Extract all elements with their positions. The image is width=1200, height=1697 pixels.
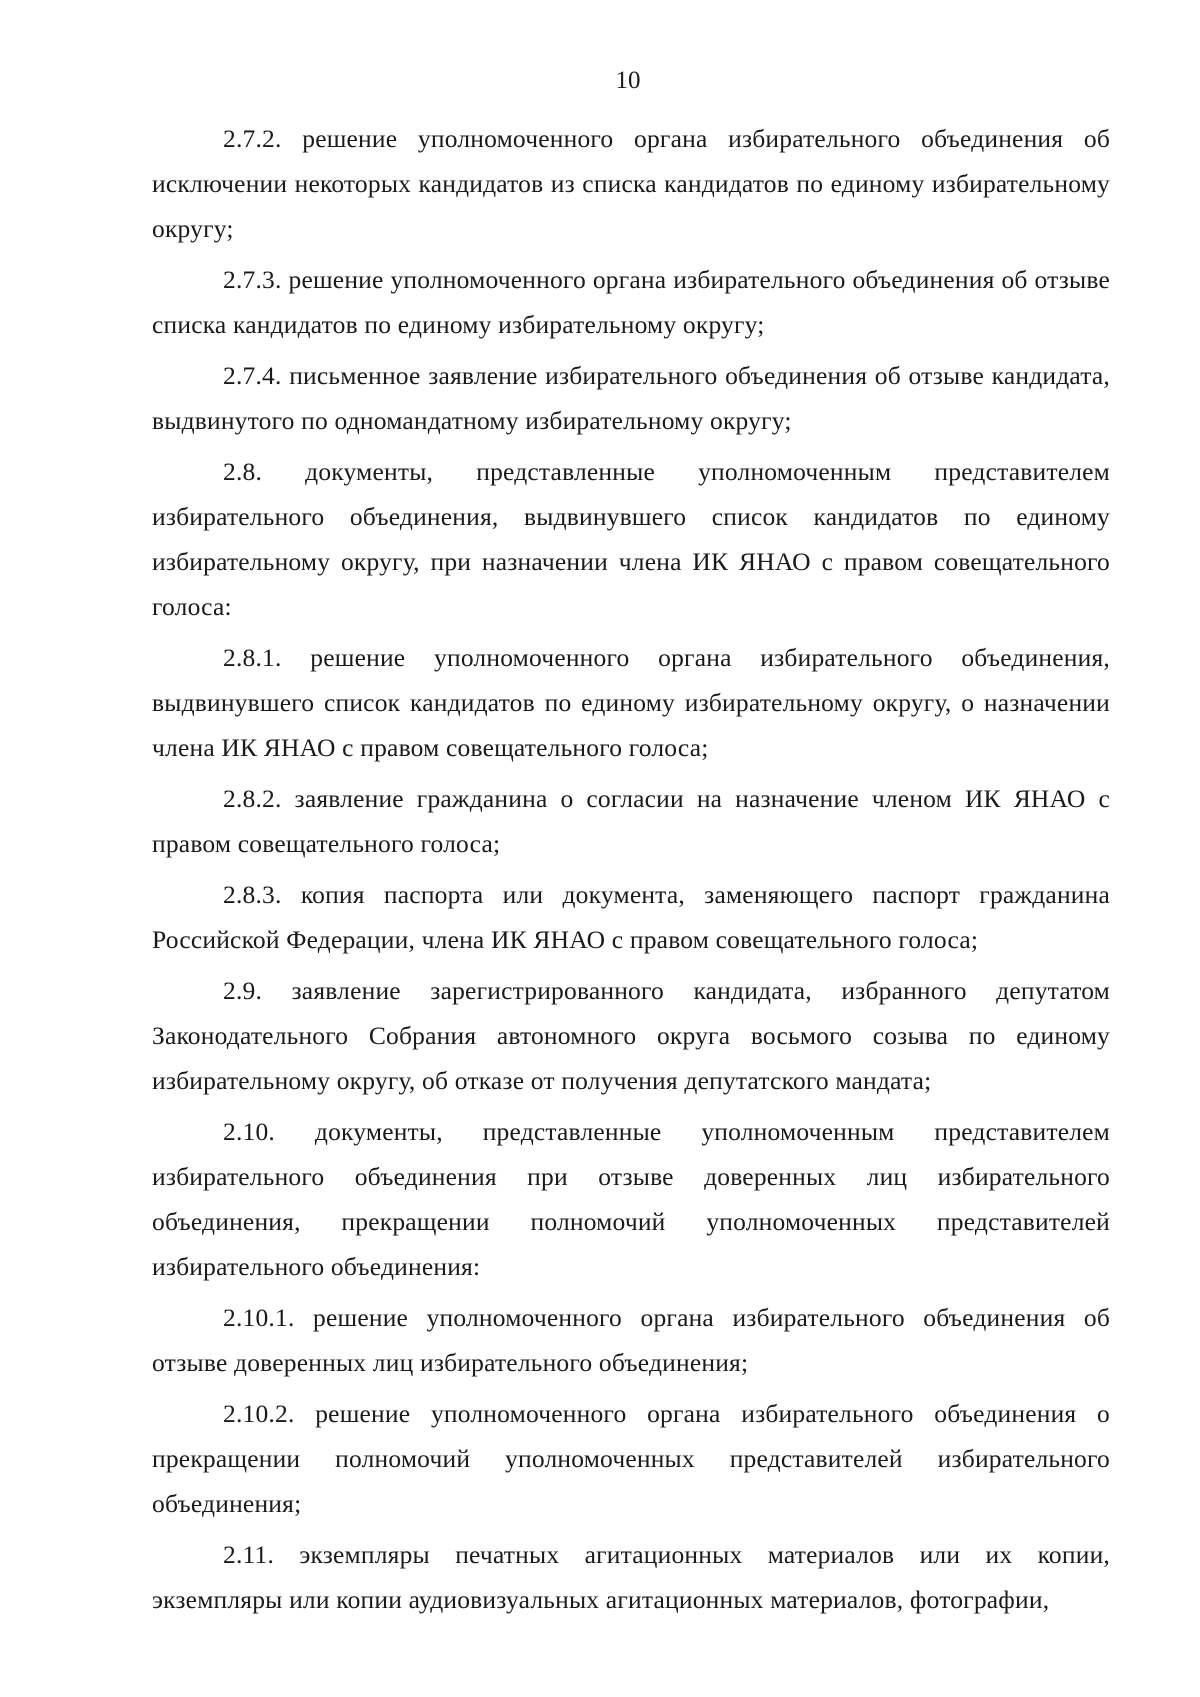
page-number: 10 (615, 67, 641, 94)
paragraph-2-10: 2.10. документы, представленные уполномоченным представителем избирательного объединения при отзыве доверенных лиц избирательного объединения, прекращении полномочий уполномоченных представителей избирательного объединения: (152, 1117, 1110, 1281)
paragraph-2-8: 2.8. документы, представленные уполномоченным представителем избирательного объединения, выдвинувшего список кандидатов по единому избирательному округу, при назначении члена ИК ЯНАО с правом совещательного голоса: (152, 457, 1110, 621)
paragraph-2-9: 2.9. заявление зарегистрированного кандидата, избранного депутатом Законодательного Собрания автономного округа восьмого созыва по единому избирательному округу, об отказе от получения депутатского мандата; (152, 976, 1110, 1095)
paragraph-2-11: 2.11. экземпляры печатных агитационных материалов или их копии, экземпляры или копии аудиовизуальных агитационных материалов, фотографии, (152, 1540, 1110, 1614)
paragraph-2-7-4: 2.7.4. письменное заявление избирательного объединения об отзыве кандидата, выдвинутого по одномандатному избирательному округу; (152, 361, 1110, 435)
paragraph-2-7-3: 2.7.3. решение уполномоченного органа избирательного объединения об отзыве списка кандидатов по единому избирательному округу; (152, 265, 1110, 339)
paragraph-2-7-2: 2.7.2. решение уполномоченного органа избирательного объединения об исключении некоторых кандидатов из списка кандидатов по единому избирательному округу; (152, 124, 1110, 243)
document-body (152, 116, 1110, 1628)
paragraph-2-10-2: 2.10.2. решение уполномоченного органа избирательного объединения о прекращении полномочий уполномоченных представителей избирательного объединения; (152, 1399, 1110, 1518)
paragraph-2-8-1: 2.8.1. решение уполномоченного органа избирательного объединения, выдвинувшего список кандидатов по единому избирательному округу, о назначении члена ИК ЯНАО с правом совещательного голоса; (152, 643, 1110, 762)
paragraph-2-8-2: 2.8.2. заявление гражданина о согласии на назначение членом ИК ЯНАО с правом совещательного голоса; (152, 784, 1110, 858)
paragraph-2-10-1: 2.10.1. решение уполномоченного органа избирательного объединения об отзыве доверенных лиц избирательного объединения; (152, 1303, 1110, 1377)
paragraph-2-8-3: 2.8.3. копия паспорта или документа, заменяющего паспорт гражданина Российской Федерации, члена ИК ЯНАО с правом совещательного голоса; (152, 880, 1110, 954)
